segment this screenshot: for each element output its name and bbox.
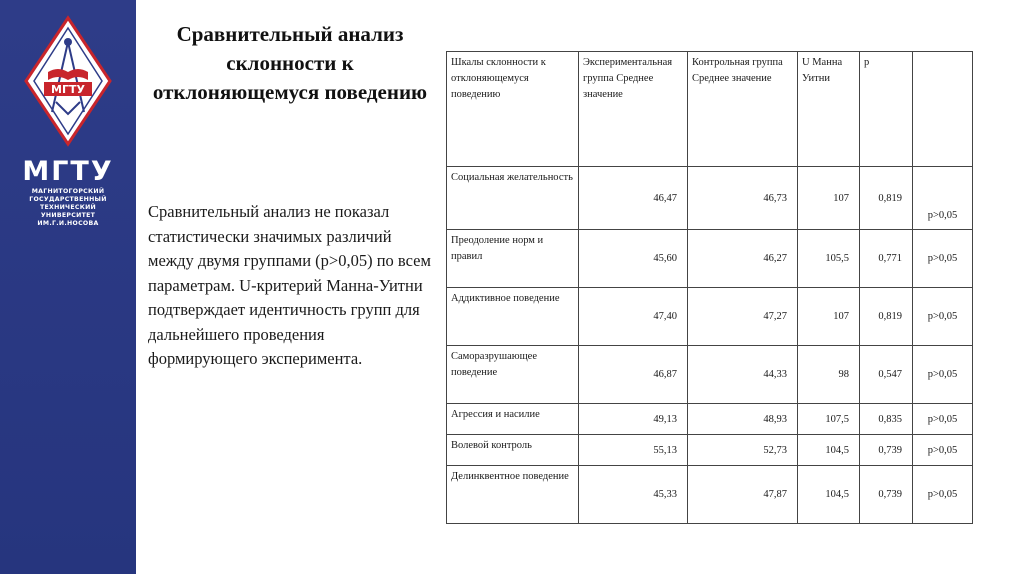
significance-cell: p>0,05 xyxy=(913,346,973,404)
significance-cell: p>0,05 xyxy=(913,435,973,466)
exp-cell: 46,47 xyxy=(579,167,688,230)
significance-cell: p>0,05 xyxy=(913,230,973,288)
brand-name: МГТУ xyxy=(22,156,114,187)
slide-title: Сравнительный анализ склонности к отклоняющемуся поведению xyxy=(152,22,428,104)
header-cell: Экспериментальная группа Среднее значение xyxy=(579,52,688,167)
significance-cell: p>0,05 xyxy=(913,466,973,524)
p-cell: 0,835 xyxy=(860,404,913,435)
table-row xyxy=(447,167,973,230)
scale-cell: Социальная желательность xyxy=(447,167,579,230)
exp-cell: 45,60 xyxy=(579,230,688,288)
ctrl-cell: 46,73 xyxy=(688,167,798,230)
table-header-row xyxy=(447,52,973,167)
p-cell: 0,547 xyxy=(860,346,913,404)
u-cell: 104,5 xyxy=(798,466,860,524)
scale-cell: Преодоление норм и правил xyxy=(447,230,579,288)
name-line: ГОСУДАРСТВЕННЫЙ xyxy=(29,196,107,203)
u-cell: 107 xyxy=(798,167,860,230)
name-line: МАГНИТОГОРСКИЙ xyxy=(31,188,105,195)
exp-cell: 45,33 xyxy=(579,466,688,524)
exp-cell: 47,40 xyxy=(579,288,688,346)
scale-cell: Аддиктивное поведение xyxy=(447,288,579,346)
ctrl-cell: 46,27 xyxy=(688,230,798,288)
ctrl-cell: 44,33 xyxy=(688,346,798,404)
significance-cell: p>0,05 xyxy=(913,288,973,346)
significance-cell: p>0,05 xyxy=(913,167,973,230)
p-cell: 0,819 xyxy=(860,288,913,346)
comparison-table xyxy=(446,51,973,524)
exp-cell: 46,87 xyxy=(579,346,688,404)
p-cell: 0,819 xyxy=(860,167,913,230)
exp-cell: 55,13 xyxy=(579,435,688,466)
significance-cell: p>0,05 xyxy=(913,404,973,435)
scale-cell: Саморазрушающее поведение xyxy=(447,346,579,404)
table-row xyxy=(447,346,973,404)
name-line: ТЕХНИЧЕСКИЙ xyxy=(39,204,97,211)
scale-cell: Волевой контроль xyxy=(447,435,579,466)
u-cell: 107,5 xyxy=(798,404,860,435)
scale-cell: Делинквентное поведение xyxy=(447,466,579,524)
table-row xyxy=(447,230,973,288)
comparison-table-wrapper xyxy=(446,51,973,524)
university-logo-icon xyxy=(22,14,114,148)
u-cell: 107 xyxy=(798,288,860,346)
ctrl-cell: 52,73 xyxy=(688,435,798,466)
university-full-name xyxy=(10,188,126,228)
p-cell: 0,739 xyxy=(860,435,913,466)
table-row xyxy=(447,435,973,466)
table-row xyxy=(447,288,973,346)
ctrl-cell: 47,87 xyxy=(688,466,798,524)
header-cell: Шкалы склонности к отклоняющемуся поведению xyxy=(447,52,579,167)
header-cell: Контрольная группа Среднее значение xyxy=(688,52,798,167)
sidebar xyxy=(0,0,136,574)
name-line: УНИВЕРСИТЕТ xyxy=(40,212,96,219)
summary-text: Сравнительный анализ не показал статистически значимых различий между двумя группами (р>0,05) по всем параметрам. U-критерий Манна-Уитни подтверждает идентичность групп для дальнейшего проведения формирующего эксперимента. xyxy=(148,202,431,368)
ctrl-cell: 48,93 xyxy=(688,404,798,435)
ctrl-cell: 47,27 xyxy=(688,288,798,346)
name-line: ИМ.Г.И.НОСОВА xyxy=(37,220,99,227)
scale-cell: Агрессия и насилие xyxy=(447,404,579,435)
exp-cell: 49,13 xyxy=(579,404,688,435)
header-cell xyxy=(913,52,973,167)
u-cell: 104,5 xyxy=(798,435,860,466)
logo-text: МГТУ xyxy=(51,83,85,96)
p-cell: 0,771 xyxy=(860,230,913,288)
header-cell: p xyxy=(860,52,913,167)
table-row xyxy=(447,404,973,435)
header-cell: U Манна Уитни xyxy=(798,52,860,167)
p-cell: 0,739 xyxy=(860,466,913,524)
table-row xyxy=(447,466,973,524)
u-cell: 98 xyxy=(798,346,860,404)
u-cell: 105,5 xyxy=(798,230,860,288)
